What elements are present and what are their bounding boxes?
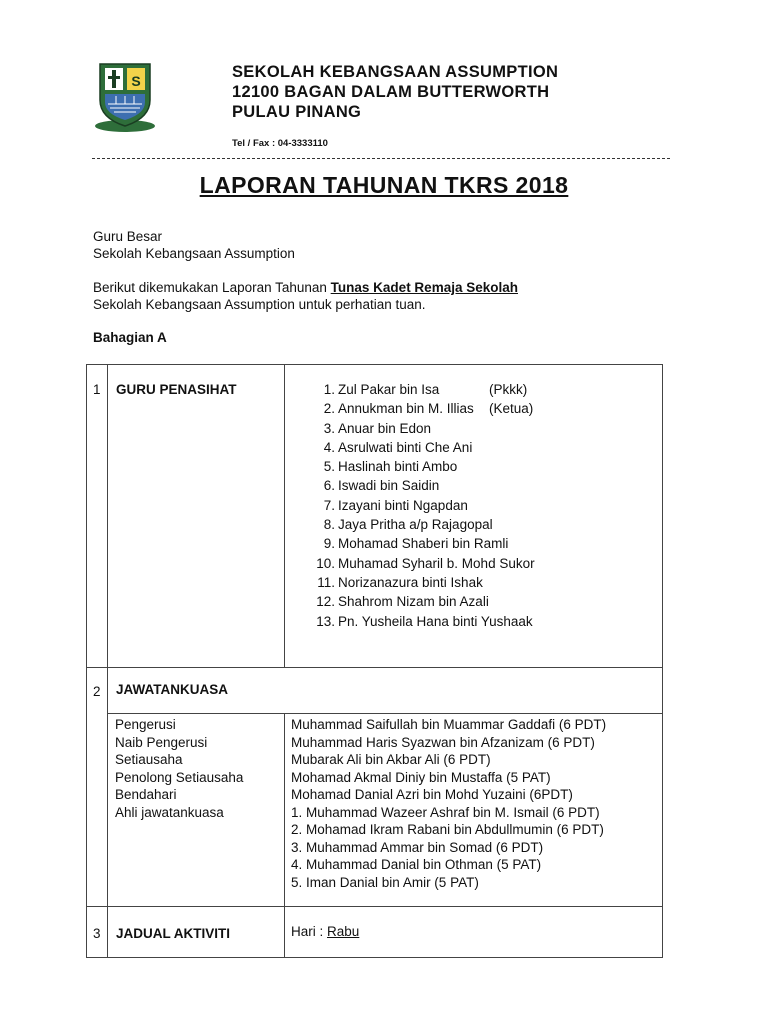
row-heading-committee: JAWATANKUASA bbox=[116, 682, 229, 697]
row-heading-schedule: JADUAL AKTIVITI bbox=[116, 926, 231, 941]
member-name: 5. Iman Danial bin Amir (5 PAT) bbox=[291, 874, 479, 890]
svg-text:S: S bbox=[131, 73, 141, 89]
school-crest-logo bbox=[92, 60, 158, 134]
recipient-title: Guru Besar bbox=[93, 229, 163, 244]
role-label: Ahli jawatankuasa bbox=[115, 804, 224, 820]
member-name: Mohamad Akmal Diniy bin Mustaffa (5 PAT) bbox=[291, 769, 551, 785]
list-item: 7. Izayani binti Ngapdan bbox=[323, 497, 468, 513]
role-label: Naib Pengerusi bbox=[115, 734, 208, 750]
intro-program-name: Tunas Kadet Remaja Sekolah bbox=[330, 280, 518, 295]
recipient-school: Sekolah Kebangsaan Assumption bbox=[93, 246, 295, 261]
section-heading: Bahagian A bbox=[93, 330, 167, 345]
role-label: Pengerusi bbox=[115, 717, 176, 732]
row-number: 1 bbox=[93, 382, 101, 397]
list-item: 1. Zul Pakar bin Isa (Pkkk) bbox=[323, 382, 528, 397]
role-label: Setiausaha bbox=[115, 752, 183, 767]
committee-members bbox=[291, 716, 606, 891]
header-divider bbox=[92, 158, 670, 159]
role-label: Bendahari bbox=[115, 787, 177, 802]
intro-line-2: Sekolah Kebangsaan Assumption untuk perhatian tuan. bbox=[93, 297, 426, 312]
role-label: Penolong Setiausaha bbox=[115, 769, 244, 785]
table-column-divider bbox=[284, 364, 285, 667]
list-item: 8. Jaya Pritha a/p Rajagopal bbox=[323, 517, 493, 533]
school-state: PULAU PINANG bbox=[232, 103, 362, 121]
school-name: SEKOLAH KEBANGSAAN ASSUMPTION bbox=[232, 63, 559, 81]
report-title: LAPORAN TAHUNAN TKRS 2018 bbox=[199, 172, 569, 198]
row-number: 3 bbox=[93, 926, 101, 941]
day-label: Hari : bbox=[291, 924, 328, 939]
list-item: 12. Shahrom Nizam bin Azali bbox=[316, 594, 489, 610]
member-name: Muhammad Saifullah bin Muammar Gaddafi (6 PDT) bbox=[291, 717, 607, 732]
list-item: 11. Norizanazura binti Ishak bbox=[317, 574, 483, 590]
list-item: 10. Muhamad Syharil b. Mohd Sukor bbox=[316, 555, 535, 571]
member-name: Muhammad Haris Syazwan bin Afzanizam (6 PDT) bbox=[291, 734, 595, 750]
table-subheader-divider bbox=[107, 713, 663, 714]
member-name: 4. Muhammad Danial bin Othman (5 PAT) bbox=[291, 857, 542, 872]
list-item: 3. Anuar bin Edon bbox=[323, 420, 432, 436]
day-value: Rabu bbox=[327, 924, 360, 939]
row-number: 2 bbox=[93, 684, 101, 699]
table-column-divider bbox=[107, 364, 108, 958]
school-address-line: 12100 BAGAN DALAM BUTTERWORTH bbox=[232, 83, 550, 101]
table-column-divider bbox=[284, 713, 285, 958]
report-table bbox=[86, 364, 663, 958]
member-name: 2. Mohamad Ikram Rabani bin Abdullmumin (6 PDT) bbox=[291, 822, 604, 837]
advisor-list bbox=[313, 380, 535, 631]
school-address-block bbox=[232, 62, 558, 122]
member-name: Mubarak Ali bin Akbar Ali (6 PDT) bbox=[291, 752, 491, 767]
list-item: 5. Haslinah binti Ambo bbox=[323, 459, 458, 475]
row-heading-advisors: GURU PENASIHAT bbox=[116, 382, 237, 397]
schedule-day bbox=[291, 924, 359, 939]
table-row-divider bbox=[86, 667, 663, 668]
table-border-left bbox=[86, 364, 87, 958]
list-item: 9. Mohamad Shaberi bin Ramli bbox=[323, 536, 509, 552]
table-border-top bbox=[86, 364, 663, 365]
table-row-divider bbox=[86, 906, 663, 907]
committee-roles bbox=[115, 716, 243, 821]
table-border-bottom bbox=[86, 957, 663, 958]
list-item: 4. Asrulwati binti Che Ani bbox=[323, 439, 473, 455]
intro-prefix: Berikut dikemukakan Laporan Tahunan bbox=[93, 280, 331, 295]
list-item: 13. Pn. Yusheila Hana binti Yushaak bbox=[316, 613, 533, 629]
member-name: Mohamad Danial Azri bin Mohd Yuzaini (6PDT) bbox=[291, 787, 573, 802]
member-name: 1. Muhammad Wazeer Ashraf bin M. Ismail (6 PDT) bbox=[291, 804, 600, 820]
member-name: 3. Muhammad Ammar bin Somad (6 PDT) bbox=[291, 839, 544, 855]
school-contact: Tel / Fax : 04-3333110 bbox=[232, 138, 328, 149]
table-border-right bbox=[662, 364, 663, 958]
list-item: 2. Annukman bin M. Illias (Ketua) bbox=[323, 401, 534, 417]
list-item: 6. Iswadi bin Saidin bbox=[323, 478, 440, 494]
intro-line bbox=[93, 279, 518, 296]
